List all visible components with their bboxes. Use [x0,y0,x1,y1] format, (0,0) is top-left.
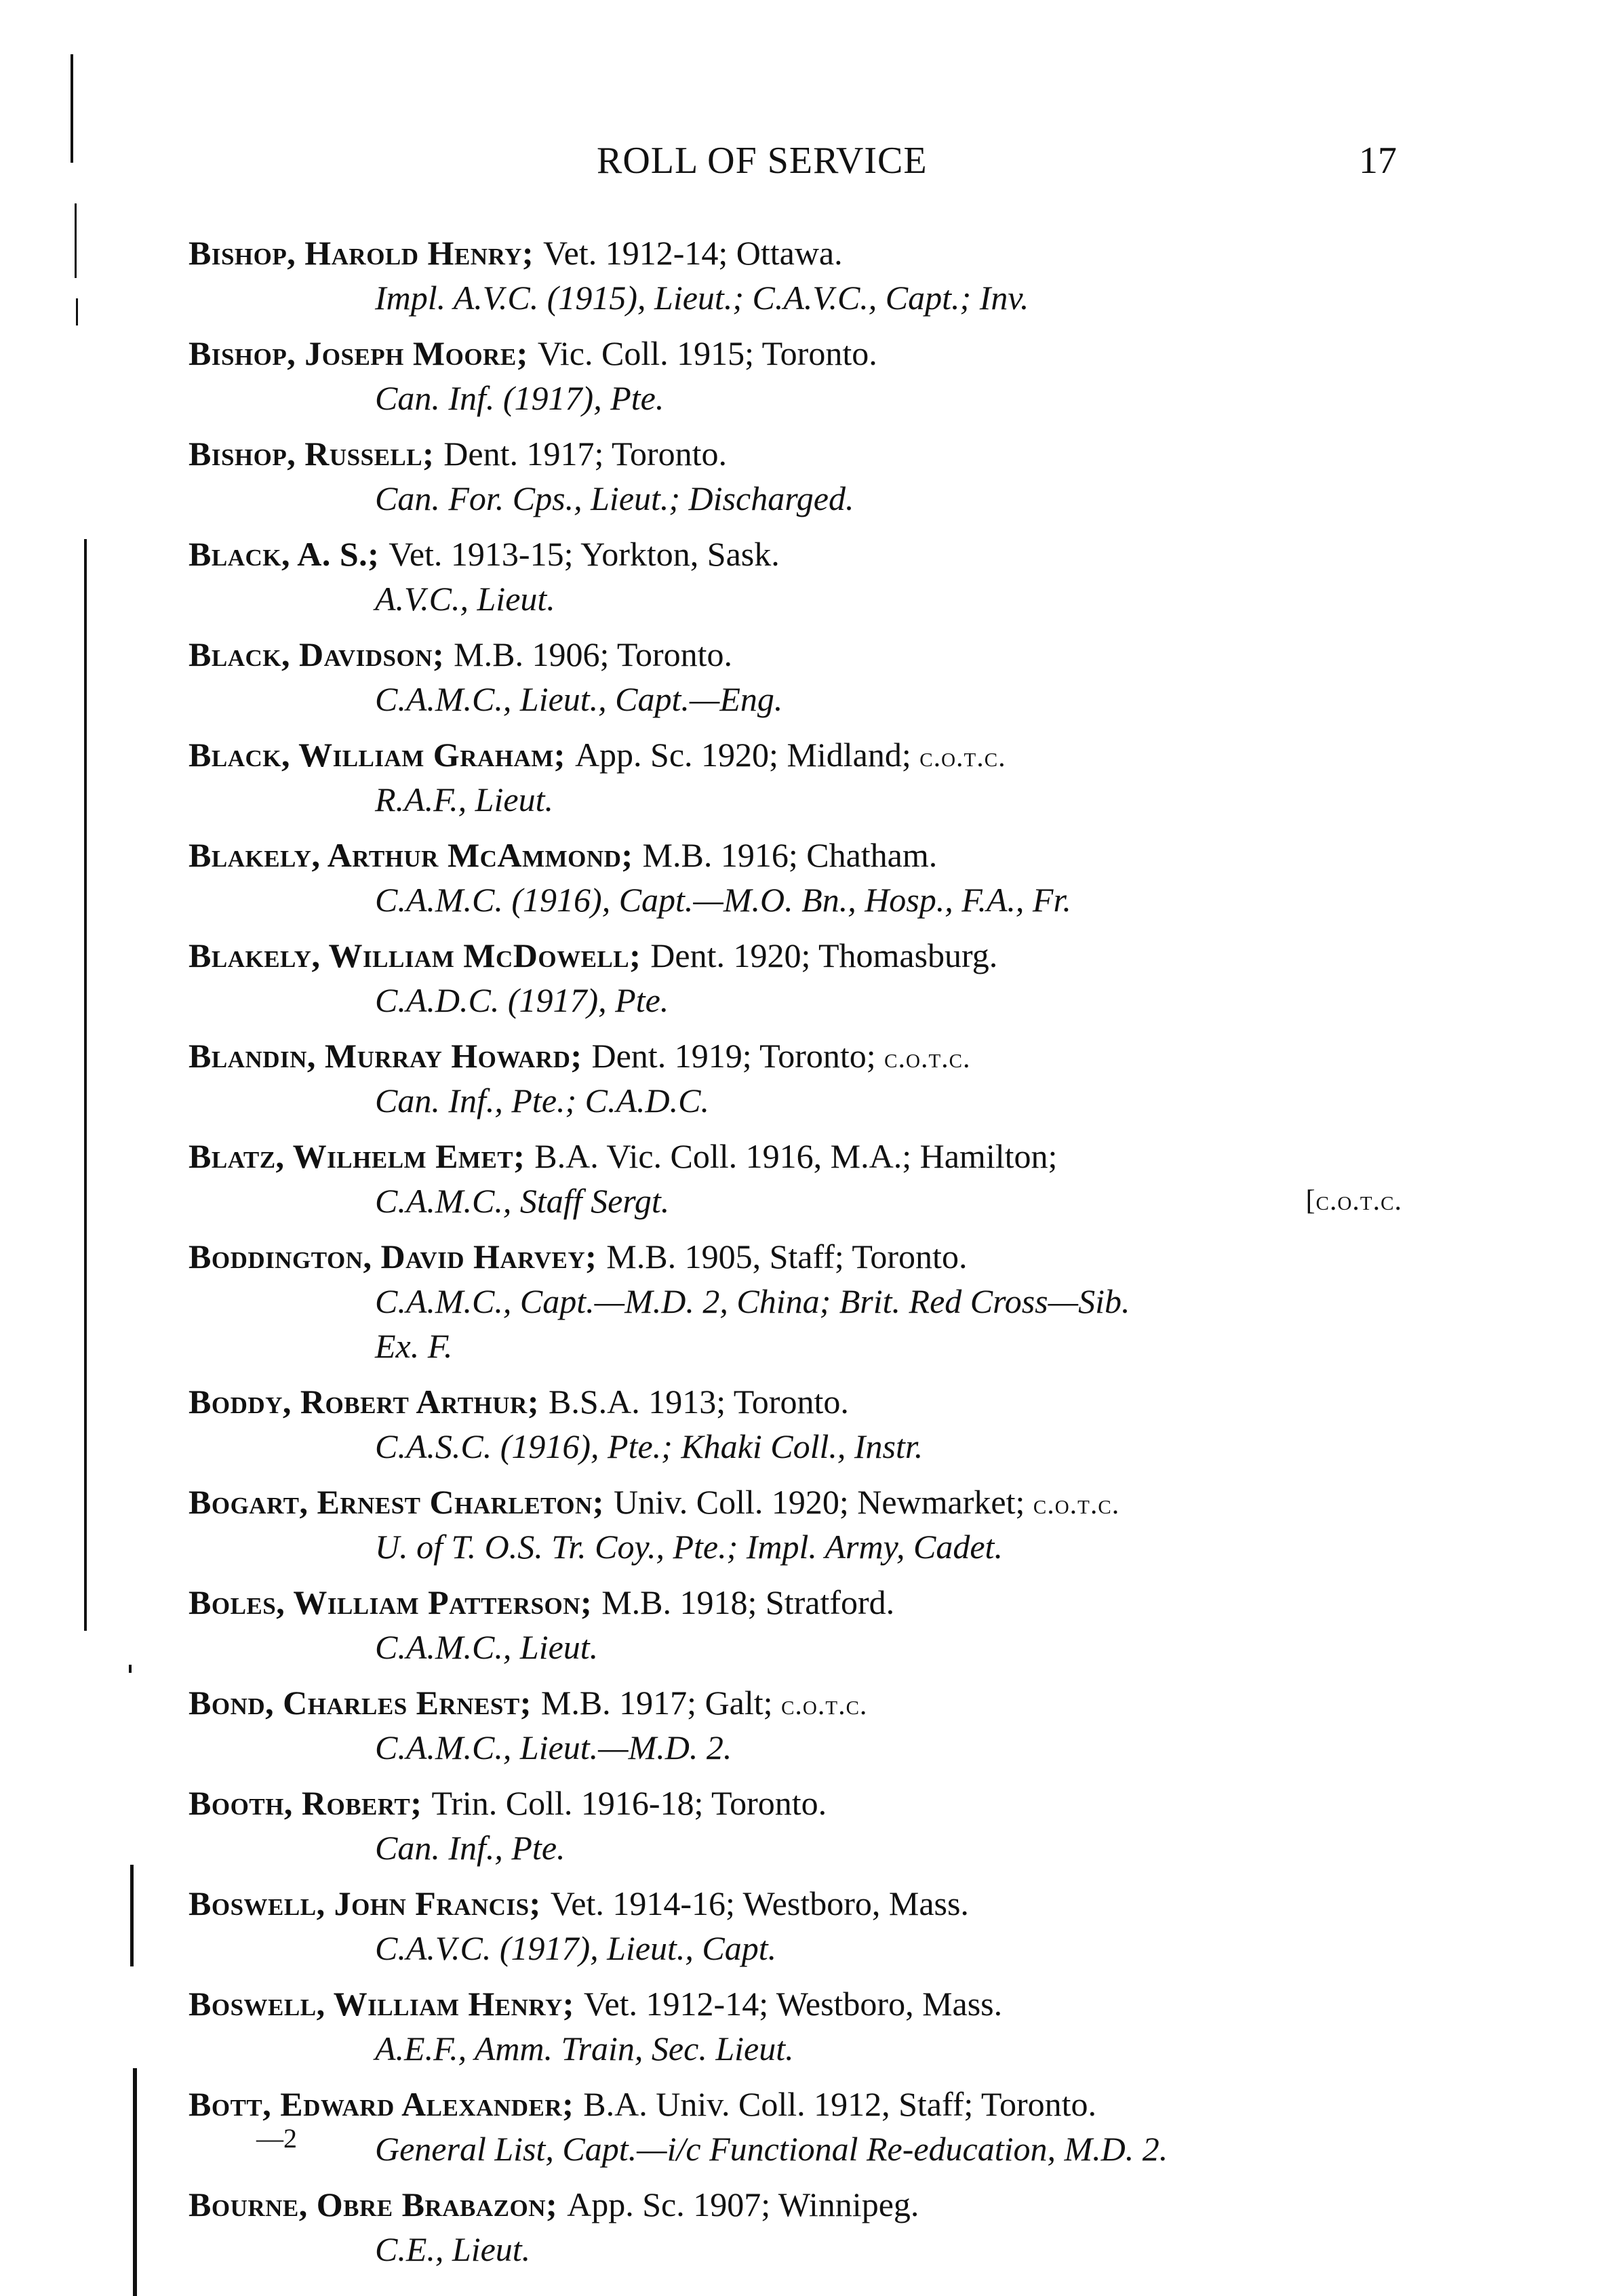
entry-name: Blatz, Wilhelm Emet; [189,1137,525,1175]
list-item [189,1680,1402,1770]
list-item [189,732,1402,822]
cotc-marker: c.o.t.c. [781,1690,868,1721]
list-item [189,431,1402,521]
entry-service: C.A.M.C. (1916), Capt.—M.O. Bn., Hosp., F.A., Fr. [375,881,1071,919]
entry-name: Bishop, Joseph Moore; [189,334,528,372]
scan-edge-bar [133,2068,137,2296]
list-item [189,933,1402,1023]
cotc-marker: c.o.t.c. [884,1043,971,1074]
entry-details: App. Sc. 1920; Midland; [574,736,911,774]
entry-details: B.A. Univ. Coll. 1912, Staff; Toronto. [583,2085,1096,2123]
list-item [189,632,1402,721]
entry-service: A.E.F., Amm. Train, Sec. Lieut. [375,2030,794,2067]
entry-details: Dent. 1917; Toronto. [443,435,728,473]
entry-service: A.V.C., Lieut. [375,580,555,618]
scan-edge-bar [71,54,73,163]
entry-details: M.B. 1905, Staff; Toronto. [606,1238,968,1275]
entry-service: Can. Inf. (1917), Pte. [375,379,664,417]
entry-name: Bishop, Harold Henry; [189,234,534,272]
entry-details: B.S.A. 1913; Toronto. [548,1383,849,1421]
entry-name: Blakely, William McDowell; [189,936,641,974]
entry-details: Vet. 1912-14; Ottawa. [543,234,843,272]
scan-edge-bar [129,1665,132,1673]
list-item [189,2082,1402,2171]
list-item [189,1379,1402,1469]
entry-service: C.E., Lieut. [375,2230,531,2268]
cotc-marker: c.o.t.c. [1033,1489,1120,1520]
entry-details: Vet. 1912-14; Westboro, Mass. [583,1985,1003,2023]
list-item [189,331,1402,420]
entry-list [189,231,1402,2282]
list-item [189,833,1402,922]
entry-name: Boswell, William Henry; [189,1985,574,2023]
entry-service: Can. Inf., Pte.; C.A.D.C. [375,1082,710,1120]
entry-service: C.A.M.C., Lieut.—M.D. 2. [375,1728,732,1766]
entry-name: Black, Davidson; [189,635,445,673]
cotc-marker: [c.o.t.c. [1305,1185,1402,1216]
entry-service: C.A.V.C. (1917), Lieut., Capt. [375,1929,777,1967]
entry-name: Boddington, David Harvey; [189,1238,597,1275]
entry-service: C.A.S.C. (1916), Pte.; Khaki Coll., Instr. [375,1427,924,1465]
entry-name: Bott, Edward Alexander; [189,2085,574,2123]
entry-name: Bourne, Obre Brabazon; [189,2185,558,2223]
entry-details: App. Sc. 1907; Winnipeg. [567,2185,919,2223]
entry-service: R.A.F., Lieut. [375,780,553,818]
entry-name: Blakely, Arthur McAmmond; [189,836,633,874]
scan-edge-bar [130,1865,134,1966]
entry-details: Trin. Coll. 1916-18; Toronto. [431,1784,827,1822]
running-title: ROLL OF SERVICE [597,140,928,182]
entry-details: Univ. Coll. 1920; Newmarket; [613,1483,1025,1521]
entry-details: Dent. 1920; Thomasburg. [650,936,998,974]
entry-service: C.A.D.C. (1917), Pte. [375,981,669,1019]
entry-name: Boswell, John Francis; [189,1884,541,1922]
entry-name: Black, William Graham; [189,736,566,774]
entry-details: M.B. 1916; Chatham. [642,836,938,874]
entry-service: Impl. A.V.C. (1915), Lieut.; C.A.V.C., Capt.; Inv. [375,279,1029,317]
list-item [189,1881,1402,1971]
entry-details: Vet. 1913-15; Yorkton, Sask. [389,535,780,573]
cotc-marker: c.o.t.c. [919,742,1006,773]
entry-name: Booth, Robert; [189,1784,422,1822]
list-item [189,1981,1402,2071]
entry-details: B.A. Vic. Coll. 1916, M.A.; Hamilton; [534,1137,1058,1175]
list-item [189,532,1402,621]
entry-name: Boddy, Robert Arthur; [189,1383,539,1421]
entry-details: M.B. 1917; Galt; [540,1684,773,1722]
entry-name: Bishop, Russell; [189,435,435,473]
entry-service: Can. Inf., Pte. [375,1829,566,1867]
entry-service: Can. For. Cps., Lieut.; Discharged. [375,479,854,517]
list-item [189,1033,1402,1123]
entry-details: Vet. 1914-16; Westboro, Mass. [550,1884,969,1922]
entry-service: General List, Capt.—i/c Functional Re-education, M.D. 2. [375,2130,1168,2168]
entry-name: Blandin, Murray Howard; [189,1037,582,1075]
scan-edge-bar [84,539,87,1631]
entry-name: Bogart, Ernest Charleton; [189,1483,604,1521]
list-item [189,1134,1402,1223]
entry-service: C.A.M.C., Lieut. [375,1628,599,1666]
page-number: 17 [1359,140,1397,182]
entry-details: Vic. Coll. 1915; Toronto. [537,334,877,372]
entry-service: C.A.M.C., Staff Sergt. [375,1182,670,1220]
list-item [189,1781,1402,1870]
entry-service: C.A.M.C., Capt.—M.D. 2, China; Brit. Red Cross—Sib. [375,1282,1130,1320]
entry-details: Dent. 1919; Toronto; [591,1037,876,1075]
list-item [189,1480,1402,1569]
entry-name: Boles, William Patterson; [189,1583,593,1621]
page-header [190,139,1397,186]
entry-service-continued: Ex. F. [375,1327,453,1365]
list-item [189,1580,1402,1669]
entry-details: M.B. 1906; Toronto. [454,635,733,673]
scan-edge-bar [76,298,78,325]
scan-edge-bar [75,203,77,278]
entry-name: Bond, Charles Ernest; [189,1684,532,1722]
list-item [189,2182,1402,2272]
entry-details: M.B. 1918; Stratford. [601,1583,895,1621]
signature-mark: —2 [256,2123,297,2154]
entry-service: U. of T. O.S. Tr. Coy., Pte.; Impl. Army, Cadet. [375,1528,1003,1566]
entry-name: Black, A. S.; [189,535,380,573]
list-item [189,1234,1402,1368]
entry-service: C.A.M.C., Lieut., Capt.—Eng. [375,680,783,718]
list-item [189,231,1402,320]
